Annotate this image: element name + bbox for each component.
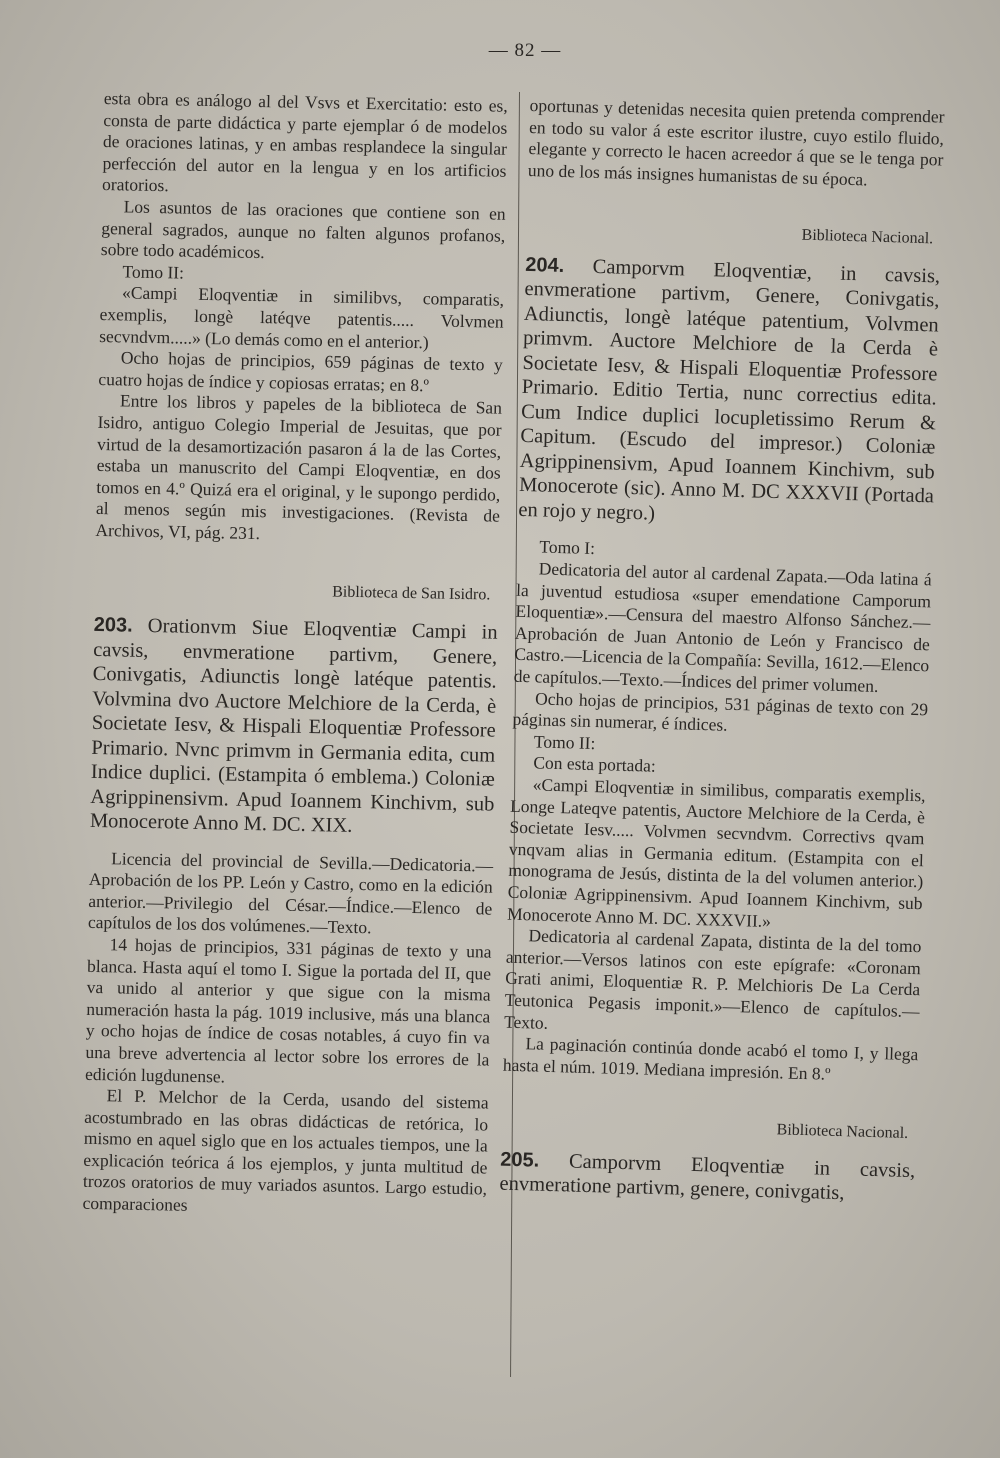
entry-203 [90,613,498,841]
left-column [82,88,508,1222]
entry-title: Camporvm Eloqventiæ, in cavsis, envmeratione partivm, Genere, Conivgatis, Adiunctis, longè latéque patentium, Volvmen primvm. Auctore Melchiore de la Cerda è Societate Iesv, & Hispali Eloquentiæ Professore Primario. Editio Tertia, nunc correctius edita. Cum Indice duplici locupletissimo Rerum & Capitum. (Escudo del impresor.) Coloniæ Agrippinensivm, Apud Ioannem Kinchivm, sub Monocerote (sic). Anno M. DC XXXVII (Portada en rojo y negro.) [518,255,941,525]
paragraph: Entre los libros y papeles de la biblioteca de San Isidro, antiguo Colegio Imperial de Jesuitas, que por virtud de la desamortización pasaron á la de las Cortes, estaba un manuscrito del Campi Eloqventiæ, en dos tomos en 4.º Quizá era el original, y le supongo perdido, al menos según mis investigaciones. (Revista de Archivos, VI, pág. 231. [95,390,503,543]
paragraph: Ocho hojas de principios, 531 páginas de texto con 29 páginas sin numerar, é índices. [512,688,929,735]
right-column [499,95,945,1208]
entry-205 [499,1147,915,1208]
paragraph: Dedicatoria al cardenal Zapata, distinta de la del tomo anterior.—Versos latinos con este epígrafe: «Coronam Grati animi, Eloquentiæ R. P. Melchioris De La Cerda Teutonica Pegasis imponit.»—Elenco de capítulos.—Texto. [503,925,922,1033]
page-number: — 82 — [488,40,562,61]
paragraph: El P. Melchor de la Cerda, usando del sistema acostumbrado en las obras didácticas de retórica, lo mismo en aquel siglo que en los actuales tiempos, une la explicación teórica á los ejemplos, y junta multitud de trozos oratorios de muy variados asuntos. Largo estudio, comparaciones [82,1085,489,1215]
title-quote: «Campi Eloqventiæ in similibvs, comparatis, exemplis, longè latéqve patentis..... Volvmen secvndvm.....» (Lo demás como en el anterior.) [99,282,505,352]
paragraph: esta obra es análogo al del Vsvs et Exercitatio: esto es, consta de parte didáctica y parte ejemplar ó de modelos de oraciones latinas, y en ambas resplandece la singular perfección del autor en la lengua y en los artificios oratorios. [101,88,508,196]
entry-204 [518,253,940,534]
paragraph: Dedicatoria del autor al cardenal Zapata.—Oda latina á la juventud estudiosa «super emendatione Camporum Eloquentiæ».—Censura del maestro Alfonso Sánchez.—Aprobación de Juan Antonio de León y Francisco de Castro.—Licencia de la Compañía: Sevilla, 1612.—Elenco de capítulos.—Texto.—Índices del primer volumen. [513,558,932,696]
paragraph: 14 hojas de principios, 331 páginas de texto y una blanca. Hasta aquí el tomo I. Sigue la portada del II, que va unido al anterior y que sigue con la misma numeración hasta la pág. 1019 inclusive, más una blanca y ocho hojas de índice de cosas notables, á cuyo fin va una breve advertencia al lector sobre los errores de la edición lugdunense. [84,934,492,1087]
paragraph: Ocho hojas de principios, 659 páginas de texto y cuatro hojas de índice y copiosas erratas; en 8.º [98,347,503,396]
library-location: Biblioteca Nacional. [776,1121,909,1143]
paragraph: La paginación continúa donde acabó el tomo I, y llega hasta el núm. 1019. Mediana impresión. En 8.º [502,1033,919,1084]
entry-number: 203. [93,613,133,637]
volume-heading: Tomo II: [122,261,185,283]
entry-number: 204. [524,253,565,277]
volume-heading: Tomo II: [533,731,596,753]
paragraph: oportunas y detenidas necesita quien pretenda comprender en todo su valor á este escritor ilustre, cuyo estilo fluido, elegante y correcto le hacen acreedor á que se le tenga por uno de los más insignes humanistas de su época. [527,95,945,190]
paragraph: Con esta portada: [533,752,657,777]
paragraph: Los asuntos de las oraciones que contiene son en general sagrados, aunque no falten algunos profanos, sobre todo académicos. [100,196,506,263]
title-quote: «Campi Eloqventiæ in similibus, comparatis exemplis, Longe Lateqve patentis, Auctore Melchiore de la Cerda, è Societate Iesv..... Volvmen secvndvm. Correctivs qvam vnqvam alias in Germania editum. (Estampita con el monograma de Jesús, distinta de la del volumen anterior.) Coloniæ Agrippinensivm. Apud Ioannem Kinchivm, sub Monocerote Anno M. DC. XXXVII.» [506,774,926,931]
entry-title: Orationvm Siue Eloqventiæ Campi in cavsis, envmeratione partivm, Genere, Conivgatis, Adiunctis longè latéque patentis. Volvmina dvo Auctore Melchiore de la Cerda, è Societate Iesv, & Hispali Eloquentiæ Professore Primario. Nvnc primvm in Germania edita, cum Indice duplici. (Estampita ó emblema.) Coloniæ Agrippinensivm. Apud Ioannem Kinchivm, sub Monocerote Anno M. DC. XIX. [89,615,498,837]
library-location: Biblioteca Nacional. [801,227,934,248]
entry-number: 205. [499,1148,540,1172]
paragraph: Licencia del provincial de Sevilla.—Dedicatoria.—Aprobación de los PP. León y Castro, como en la edición anterior.—Privilegio del César.—Índice.—Elenco de capítulos de los dos volúmenes.—Texto. [87,847,494,938]
entry-title: Camporvm Eloqventiæ in cavsis, envmeratione partivm, genere, conivgatis, [499,1150,916,1205]
volume-heading: Tomo I: [539,536,596,559]
library-location: Biblioteca de San Isidro. [332,583,491,604]
